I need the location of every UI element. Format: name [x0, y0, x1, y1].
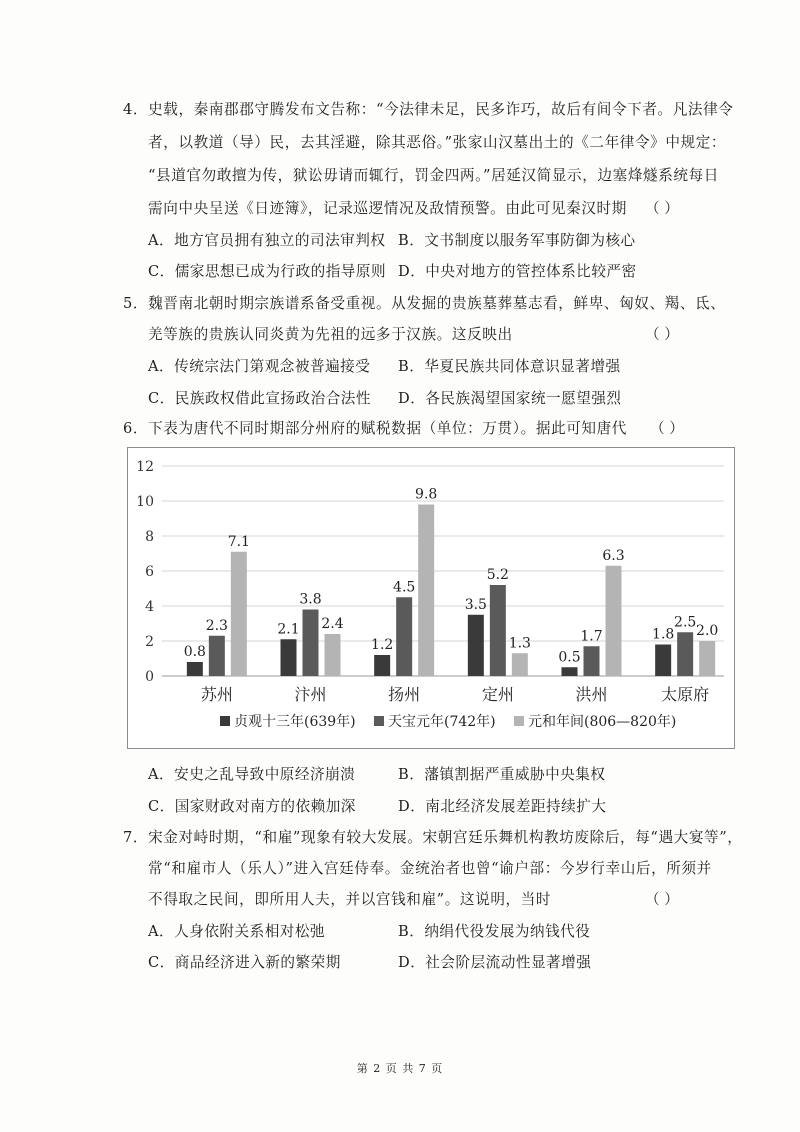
bar-苏州-1	[209, 636, 225, 676]
q4-option-a[interactable]: A．地方官员拥有独立的司法审判权	[148, 232, 386, 249]
bar-value-label: 1.3	[508, 635, 531, 652]
x-category-label: 汴州	[294, 685, 327, 704]
y-tick-label: 4	[145, 599, 154, 615]
q7-answer-paren[interactable]: （ ）	[645, 891, 679, 908]
bar-value-label: 9.8	[415, 486, 438, 503]
legend-swatch-0	[220, 716, 230, 726]
bar-太原府-2	[699, 641, 715, 676]
q7-line-3: 不得取之民间，即所用人夫，并以宫钱和雇”。这说明，当时	[148, 891, 552, 908]
q7-line-1: 7．宋金对峙时期，“和雇”现象有较大发展。宋朝宫廷乐舞机构教坊废除后，每“遇大宴等”，	[123, 829, 743, 846]
bar-扬州-1	[396, 597, 412, 676]
x-category-label: 苏州	[200, 685, 233, 704]
x-category-label: 定州	[481, 685, 514, 704]
bar-value-label: 5.2	[486, 567, 509, 583]
q5-option-a[interactable]: A．传统宗法门第观念被普遍接受	[148, 358, 371, 375]
q7-option-d[interactable]: D．社会阶层流动性显著增强	[398, 954, 592, 971]
bar-洪州-0	[562, 667, 578, 676]
bar-value-label: 6.3	[602, 547, 625, 564]
y-tick-label: 6	[145, 564, 154, 580]
bar-value-label: 1.7	[580, 628, 603, 645]
q5-option-d[interactable]: D．各民族渴望国家统一愿望强烈	[398, 390, 622, 407]
bar-value-label: 3.5	[464, 596, 487, 613]
bar-洪州-2	[606, 566, 622, 676]
bar-value-label: 3.8	[299, 591, 322, 608]
y-tick-label: 8	[145, 529, 154, 545]
bar-太原府-1	[677, 632, 693, 676]
bar-扬州-2	[418, 505, 434, 677]
y-tick-label: 12	[136, 459, 154, 475]
bar-value-label: 2.1	[277, 621, 300, 638]
bar-value-label: 2.4	[321, 616, 344, 632]
bar-洪州-1	[584, 646, 600, 676]
q7-option-a[interactable]: A．人身依附关系相对松弛	[148, 923, 326, 940]
bar-汴州-1	[303, 610, 319, 677]
q4-option-c[interactable]: C．儒家思想已成为行政的指导原则	[148, 263, 387, 280]
q4-line-2: 者，以教道（导）民，去其淫避，除其恶俗。”张家山汉墓出土的《二年律令》中规定：	[148, 134, 727, 151]
legend-swatch-1	[374, 716, 384, 726]
q7-line-2: 常“和雇市人（乐人）”进入宫廷侍奉。金统治者也曾“谕户部：今岁行幸山后，所须并	[148, 860, 712, 877]
bar-value-label: 4.5	[393, 579, 416, 596]
x-category-label: 扬州	[388, 685, 421, 704]
page-footer: 第 2 页 共 7 页	[356, 1062, 444, 1075]
y-tick-label: 2	[145, 634, 154, 650]
q6-option-b[interactable]: B．藩镇割据严重威胁中央集权	[398, 766, 606, 783]
bar-汴州-0	[281, 639, 297, 676]
bar-扬州-0	[374, 655, 390, 676]
bar-定州-1	[490, 585, 506, 676]
tax-chart-frame	[127, 447, 735, 749]
q5-option-c[interactable]: C．民族政权借此宣扬政治合法性	[148, 390, 371, 407]
q5-answer-paren[interactable]: （ ）	[645, 326, 679, 343]
legend-label-0: 贞观十三年(639年)	[234, 714, 356, 730]
y-tick-label: 0	[145, 669, 154, 685]
bar-定州-0	[468, 615, 484, 676]
bar-太原府-0	[655, 645, 671, 677]
bar-苏州-0	[187, 662, 203, 676]
bar-苏州-2	[231, 552, 247, 676]
q4-option-b[interactable]: B．文书制度以服务军事防御为核心	[398, 232, 636, 249]
bar-汴州-2	[325, 634, 341, 676]
q4-answer-paren[interactable]: （ ）	[645, 200, 679, 217]
q5-line-1: 5．魏晋南北朝时期宗族谱系备受重视。从发掘的贵族墓葬墓志看，鲜卑、匈奴、羯、氐、	[123, 295, 726, 312]
q7-option-c[interactable]: C．商品经济进入新的繁荣期	[148, 954, 341, 971]
q6-option-a[interactable]: A．安史之乱导致中原经济崩溃	[148, 766, 356, 783]
tax-bar-chart	[128, 448, 734, 748]
bar-value-label: 7.1	[227, 533, 250, 550]
q4-option-d[interactable]: D．中央对地方的管控体系比较严密	[398, 263, 637, 280]
x-category-label: 太原府	[661, 685, 710, 704]
bar-value-label: 2.0	[696, 623, 719, 639]
q6-line-1: 6．下表为唐代不同时期部分州府的赋税数据（单位：万贯）。据此可知唐代	[123, 420, 627, 437]
q5-option-b[interactable]: B．华夏民族共同体意识显著增强	[398, 358, 621, 375]
bar-value-label: 0.8	[183, 644, 206, 660]
q6-option-d[interactable]: D．南北经济发展差距持续扩大	[398, 798, 607, 815]
legend-label-2: 元和年间(806—820年)	[528, 714, 677, 730]
bar-定州-2	[512, 653, 528, 676]
y-tick-label: 10	[136, 494, 154, 510]
bar-value-label: 1.2	[371, 637, 394, 653]
q5-line-2: 羌等族的贵族认同炎黄为先祖的远多于汉族。这反映出	[148, 326, 513, 343]
q7-option-b[interactable]: B．纳绢代役发展为纳钱代役	[398, 923, 591, 940]
q4-line-1: 4．史载，秦南郡郡守腾发布文告称：“今法律未足，民多诈巧，故后有间令下者。凡法律令	[123, 101, 734, 118]
q6-option-c[interactable]: C．国家财政对南方的依赖加深	[148, 798, 356, 815]
q6-answer-paren[interactable]: （ ）	[650, 420, 684, 437]
q4-line-4: 需向中央呈送《日迹簿》，记录巡逻情况及敌情预警。由此可见秦汉时期	[148, 200, 627, 217]
legend-label-1: 天宝元年(742年)	[388, 714, 496, 730]
bar-value-label: 2.3	[205, 617, 228, 634]
q4-line-3: “县道官勿敢擅为传，狱讼毋请而辄行，罚金四两。”居延汉简显示，边塞烽燧系统每日	[148, 167, 719, 184]
bar-value-label: 0.5	[558, 649, 581, 666]
bar-value-label: 2.5	[674, 614, 697, 631]
legend-swatch-2	[514, 716, 524, 726]
bar-value-label: 1.8	[652, 626, 675, 643]
x-category-label: 洪州	[575, 685, 608, 704]
